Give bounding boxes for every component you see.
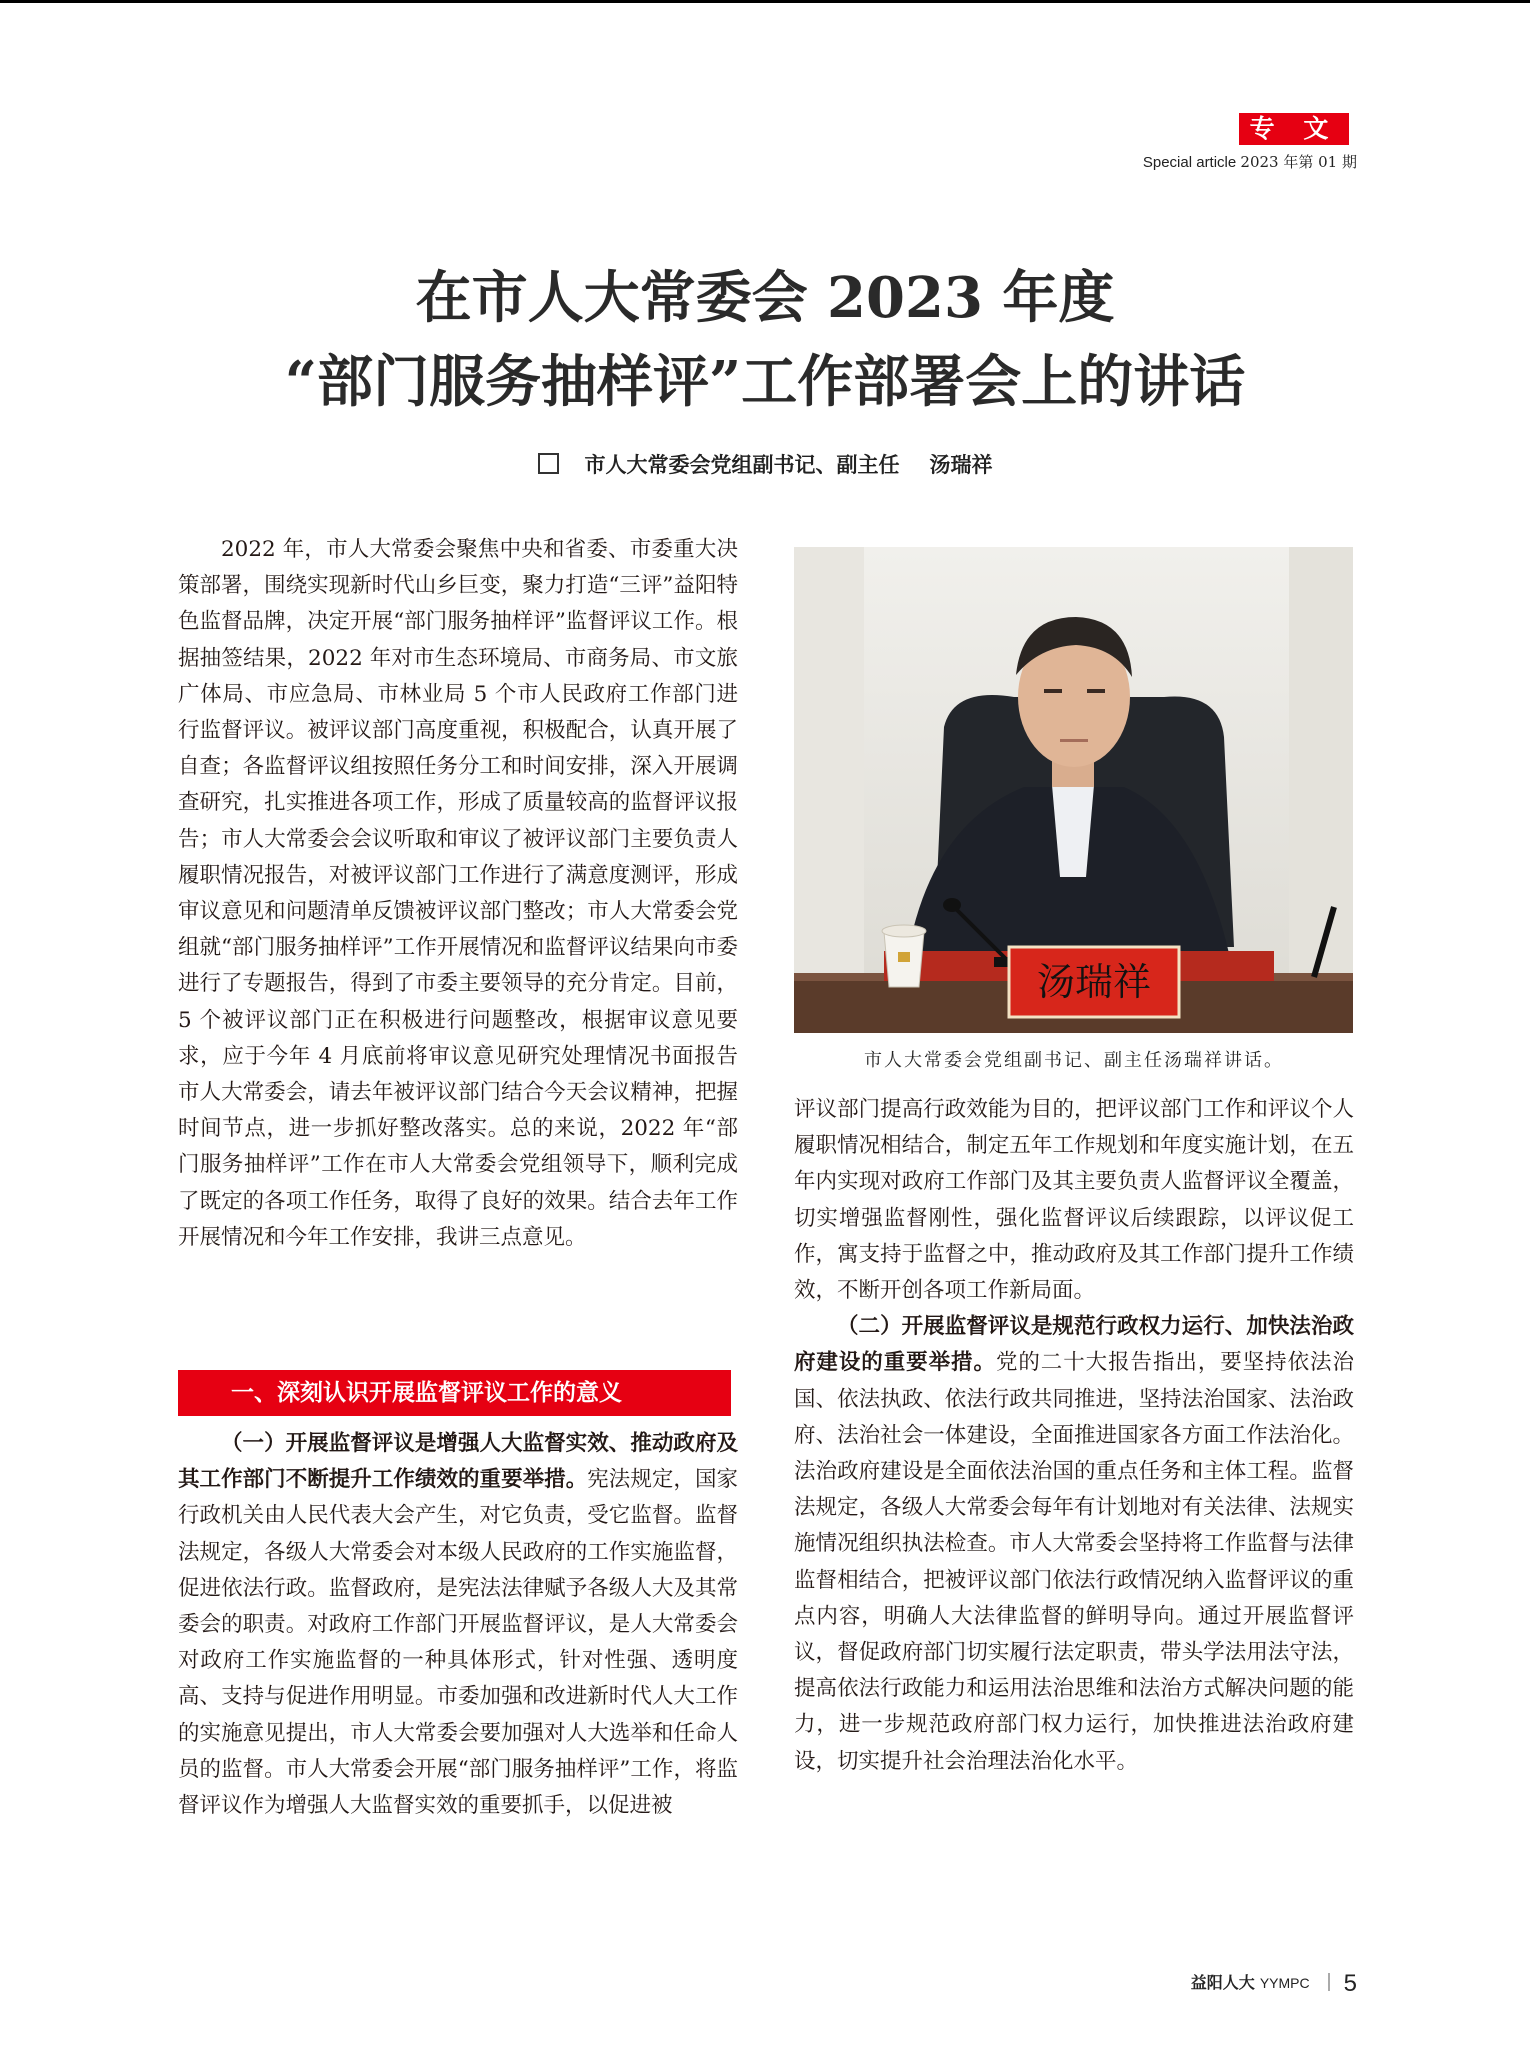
article-title-line1: 在市人大常委会 2023 年度 bbox=[415, 265, 1115, 331]
section-heading-1: 一、深刻认识开展监督评议工作的意义 bbox=[178, 1370, 731, 1416]
point1-text-left: 宪法规定，国家行政机关由人民代表大会产生，对它负责，受它监督。监督法规定，各级人大常委会对本级人民政府的工作实施监督，促进依法行政。监督政府，是宪法法律赋予各级人大及其常委会的职责。对政府工作部门开展监督评议，是人大常委会对政府工作实施监督的一种具体形式，针对性强、透明度高、支持与促进作用明显。市委加强和改进新时代人大工作的实施意见提出，市人大常委会要加强对人大选举和任命人员的监督。市人大常委会开展“部门服务抽样评”工作，将监督评议作为增强人大监督实效的重要抓手，以促进被 bbox=[178, 1467, 738, 1819]
footer-divider bbox=[1328, 1973, 1330, 1991]
issue-cn: 2023 年第 01 期 bbox=[1240, 153, 1357, 171]
body-left-lower bbox=[178, 1426, 738, 1824]
byline-role: 市人大常委会党组副书记、副主任 bbox=[584, 453, 900, 477]
intro-paragraph: 2022 年，市人大常委会聚焦中央和省委、市委重大决策部署，围绕实现新时代山乡巨变，聚力打造“三评”益阳特色监督品牌，决定开展“部门服务抽样评”监督评议工作。根据抽签结果，2022 年对市生态环境局、市商务局、市文旅广体局、市应急局、市林业局 5 个市人民政府工作部门进行监督评议。被评议部门高度重视，积极配合，认真开展了自查；各监督评议组按照任务分工和时间安排，深入开展调查研究，扎实推进各项工作，形成了质量较高的监督评议报告；市人大常委会会议听取和审议了被评议部门主要负责人履职情况报告，对被评议部门工作进行了满意度测评，形成审议意见和问题清单反馈被评议部门整改；市人大常委会党组就“部门服务抽样评”工作开展情况和监督评议结果向市委进行了专题报告，得到了市委主要领导的充分肯定。目前，5 个被评议部门正在积极进行问题整改，根据审议意见要求，应于今年 4 月底前将审议意见研究处理情况书面报告市人大常委会，请去年被评议部门结合今天会议精神，把握时间节点，进一步抓好整改落实。总的来说，2022 年“部门服务抽样评”工作在市人大常委会党组领导下，顺利完成了既定的各项工作任务，取得了良好的效果。结合去年工作开展情况和今年工作安排，我讲三点意见。 bbox=[178, 537, 738, 1250]
speaker-photo-illustration bbox=[794, 547, 1353, 1033]
point2-paragraph bbox=[794, 1309, 1354, 1780]
point1-heading: （一）开展监督评议是增强人大监督实效、推动政府及其工作部门不断提升工作绩效的重要举措。 bbox=[178, 1431, 738, 1493]
point2-text: 党的二十大报告指出，要坚持依法治国、依法执政、依法行政共同推进，坚持法治国家、法治政府、法治社会一体建设，全面推进国家各方面工作法治化。法治政府建设是全面依法治国的重点任务和主体工程。监督法规定，各级人大常委会每年有计划地对有关法律、法规实施情况组织执法检查。市人大常委会坚持将工作监督与法律监督相结合，把被评议部门依法行政情况纳入监督评议的重点内容，明确人大法律监督的鲜明导向。通过开展监督评议，督促政府部门切实履行法定职责，带头学法用法守法，提高依法行政能力和运用法治思维和法治方式解决问题的能力，进一步规范政府部门权力运行，加快推进法治政府建设，切实提升社会治理法治化水平。 bbox=[794, 1350, 1354, 1774]
point1-paragraph bbox=[178, 1426, 738, 1824]
journal-name-en: YYMPC bbox=[1259, 1975, 1310, 1991]
nameplate-text: 汤瑞祥 bbox=[1036, 960, 1152, 1004]
page-footer bbox=[1191, 1970, 1357, 1998]
photo-caption: 市人大常委会党组副书记、副主任汤瑞祥讲话。 bbox=[864, 1050, 1284, 1071]
body-right bbox=[794, 1092, 1354, 1780]
issue-en: Special article bbox=[1142, 154, 1237, 171]
point1-continuation: 评议部门提高行政效能为目的，把评议部门工作和评议个人履职情况相结合，制定五年工作规划和年度实施计划，在五年内实现对政府工作部门及其主要负责人监督评议全覆盖，切实增强监督刚性，强化监督评议后续跟踪，以评议促工作，寓支持于监督之中，推动政府及其工作部门提升工作绩效，不断开创各项工作新局面。 bbox=[794, 1097, 1354, 1304]
byline-name: 汤瑞祥 bbox=[929, 453, 993, 477]
column-tag: 专 文 bbox=[1239, 113, 1349, 145]
article-title-line2: “部门服务抽样评”工作部署会上的讲话 bbox=[284, 349, 1246, 415]
top-rule bbox=[0, 0, 1530, 3]
body-left-upper bbox=[178, 532, 738, 1256]
journal-name-cn: 益阳人大 bbox=[1190, 1973, 1255, 1992]
byline-box-icon bbox=[538, 453, 559, 474]
point2-heading: （二）开展监督评议是规范行政权力运行、加快法治政府建设的重要举措。 bbox=[794, 1314, 1354, 1376]
page-number: 5 bbox=[1343, 1970, 1357, 1997]
byline bbox=[0, 449, 1530, 479]
speaker-photo bbox=[794, 547, 1353, 1033]
issue-info bbox=[1143, 151, 1357, 172]
